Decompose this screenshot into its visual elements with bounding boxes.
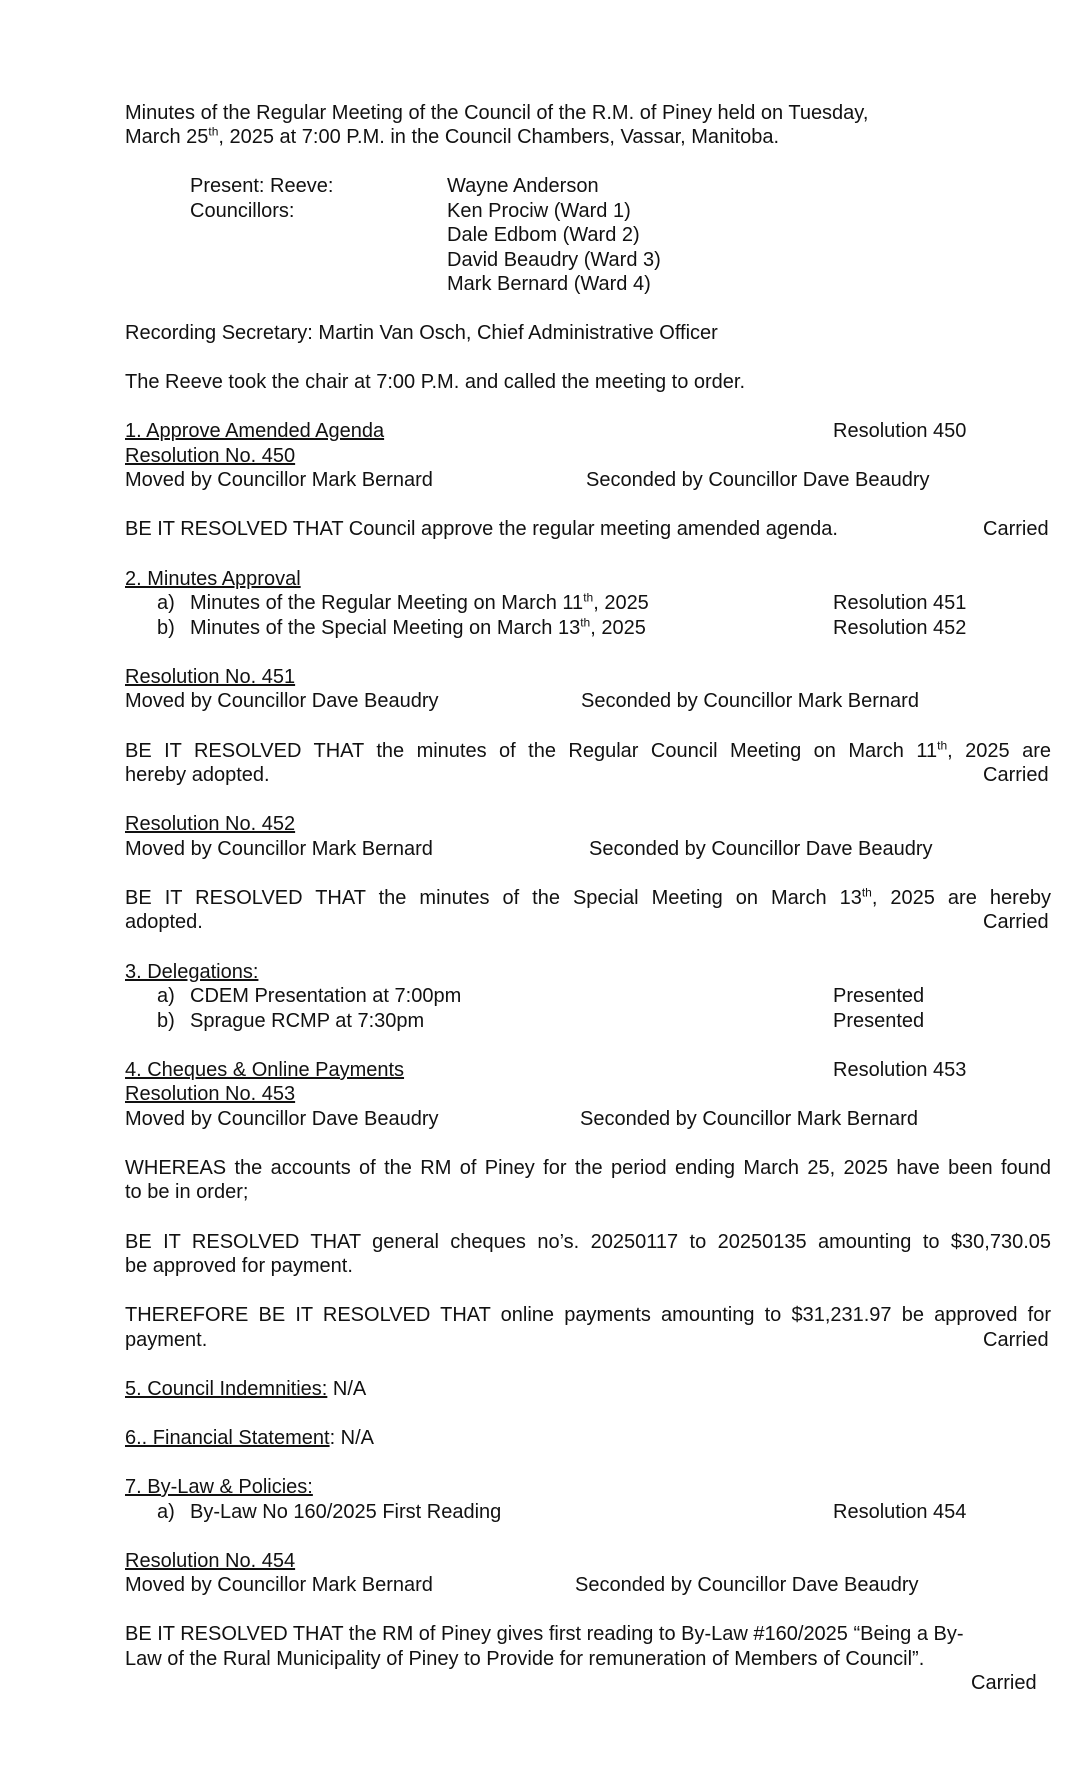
resolution-450-result: Carried (983, 518, 1049, 540)
resolution-454-number: Resolution No. 454 (125, 1550, 296, 1572)
whereas-line-1: WHEREAS the accounts of the RM of Piney for the period ending March 25, 2025 have been found (125, 1157, 1051, 1179)
section-4-heading: 4. Cheques & Online Payments (125, 1059, 405, 1081)
cheques-line-1: BE IT RESOLVED THAT general cheques no’s. 20250117 to 20250135 amounting to $30,730.05 (125, 1231, 1051, 1253)
section-6-value: : N/A (329, 1427, 375, 1449)
cheques-line-2: be approved for payment. (125, 1255, 353, 1277)
item-3b-status: Presented (833, 1010, 925, 1032)
item-2b-text (190, 616, 646, 640)
item-2a-year: , 2025 (593, 592, 649, 614)
resolution-451-text-line-1 (125, 739, 1051, 763)
section-3-heading: 3. Delegations: (125, 961, 259, 983)
resolution-453-seconded: Seconded by Councillor Mark Bernard (580, 1108, 918, 1130)
section-6-heading: 6.. Financial Statement (125, 1427, 330, 1449)
resolution-451-text-line-2: hereby adopted. (125, 764, 270, 786)
item-3a-status: Presented (833, 985, 925, 1007)
resolution-452-seconded: Seconded by Councillor Dave Beaudry (589, 838, 933, 860)
councillor-name: Ken Prociw (Ward 1) (447, 200, 631, 222)
item-2a-resolution-ref: Resolution 451 (833, 592, 967, 614)
header-location: , 2025 at 7:00 P.M. in the Council Chambers, Vassar, Manitoba. (218, 126, 780, 148)
whereas-line-2: to be in order; (125, 1181, 249, 1203)
councillor-name: Mark Bernard (Ward 4) (447, 273, 651, 295)
section-1-resolution-ref: Resolution 450 (833, 420, 967, 442)
section-5-heading: 5. Council Indemnities: (125, 1378, 328, 1400)
item-3a-text: CDEM Presentation at 7:00pm (190, 985, 462, 1007)
section-2-heading: 2. Minutes Approval (125, 568, 301, 590)
item-2a-title: Minutes of the Regular Meeting on March 11 (190, 592, 584, 614)
item-2a-text (190, 591, 649, 615)
resolution-450-number: Resolution No. 450 (125, 445, 296, 467)
item-7a-label: a) (157, 1501, 175, 1523)
resolution-452-number: Resolution No. 452 (125, 813, 296, 835)
resolution-454-text-line-2: Law of the Rural Municipality of Piney to Provide for remuneration of Members of Council”. (125, 1648, 925, 1670)
resolution-452-text-line-1 (125, 886, 1051, 910)
item-2b-resolution-ref: Resolution 452 (833, 617, 967, 639)
section-1-heading: 1. Approve Amended Agenda (125, 420, 385, 442)
item-2b-suffix: th (580, 615, 591, 630)
reeve-name: Wayne Anderson (447, 175, 599, 197)
section-5-value: N/A (327, 1378, 367, 1400)
recording-secretary: Recording Secretary: Martin Van Osch, Chief Administrative Officer (125, 322, 718, 344)
resolution-454-moved: Moved by Councillor Mark Bernard (125, 1574, 433, 1596)
resolution-450-moved: Moved by Councillor Mark Bernard (125, 469, 433, 491)
resolution-451-number: Resolution No. 451 (125, 666, 296, 688)
resolution-454-result: Carried (971, 1672, 1037, 1694)
resolution-453-moved: Moved by Councillor Dave Beaudry (125, 1108, 439, 1130)
resolution-450-text: BE IT RESOLVED THAT Council approve the regular meeting amended agenda. (125, 518, 838, 540)
councillor-name: David Beaudry (Ward 3) (447, 249, 661, 271)
call-to-order: The Reeve took the chair at 7:00 P.M. and called the meeting to order. (125, 371, 746, 393)
item-2b-year: , 2025 (590, 617, 646, 639)
resolution-452-suffix: th (861, 885, 872, 900)
resolution-452-text-a: BE IT RESOLVED THAT the minutes of the Special Meeting on March 13 (125, 887, 862, 909)
item-2b-label: b) (157, 617, 175, 639)
resolution-451-text-a: BE IT RESOLVED THAT the minutes of the Regular Council Meeting on March 11 (125, 740, 938, 762)
item-2b-title: Minutes of the Special Meeting on March 13 (190, 617, 581, 639)
resolution-453-result: Carried (983, 1329, 1049, 1351)
item-3b-text: Sprague RCMP at 7:30pm (190, 1010, 425, 1032)
councillors-label: Councillors: (190, 200, 295, 222)
resolution-453-number: Resolution No. 453 (125, 1083, 296, 1105)
present-label: Present: Reeve: (190, 175, 334, 197)
resolution-451-text-b: , 2025 are (947, 740, 1051, 762)
section-7-heading: 7. By-Law & Policies: (125, 1476, 313, 1498)
header-date-suffix: th (208, 124, 219, 139)
resolution-451-result: Carried (983, 764, 1049, 786)
header-date: March 25 (125, 126, 209, 148)
item-3b-label: b) (157, 1010, 175, 1032)
resolution-451-moved: Moved by Councillor Dave Beaudry (125, 690, 439, 712)
resolution-454-text-line-1: BE IT RESOLVED THAT the RM of Piney gives first reading to By-Law #160/2025 “Being a By- (125, 1623, 964, 1645)
header-line-1: Minutes of the Regular Meeting of the Council of the R.M. of Piney held on Tuesday, (125, 102, 869, 124)
online-payments-line-1: THEREFORE BE IT RESOLVED THAT online payments amounting to $31,231.97 be approved for (125, 1304, 1051, 1326)
header-line-2 (125, 125, 779, 149)
section-5 (125, 1377, 366, 1401)
item-3a-label: a) (157, 985, 175, 1007)
section-4-resolution-ref: Resolution 453 (833, 1059, 967, 1081)
item-7a-resolution-ref: Resolution 454 (833, 1501, 967, 1523)
section-6 (125, 1426, 374, 1450)
item-2a-label: a) (157, 592, 175, 614)
item-7a-text: By-Law No 160/2025 First Reading (190, 1501, 502, 1523)
resolution-454-seconded: Seconded by Councillor Dave Beaudry (575, 1574, 919, 1596)
online-payments-line-2: payment. (125, 1329, 208, 1351)
resolution-452-text-line-2: adopted. (125, 911, 203, 933)
resolution-451-seconded: Seconded by Councillor Mark Bernard (581, 690, 919, 712)
councillor-name: Dale Edbom (Ward 2) (447, 224, 640, 246)
item-2a-suffix: th (583, 590, 594, 605)
resolution-452-result: Carried (983, 911, 1049, 933)
resolution-452-text-b: , 2025 are hereby (871, 887, 1052, 909)
resolution-451-suffix: th (937, 738, 948, 753)
resolution-452-moved: Moved by Councillor Mark Bernard (125, 838, 433, 860)
resolution-450-seconded: Seconded by Councillor Dave Beaudry (586, 469, 930, 491)
